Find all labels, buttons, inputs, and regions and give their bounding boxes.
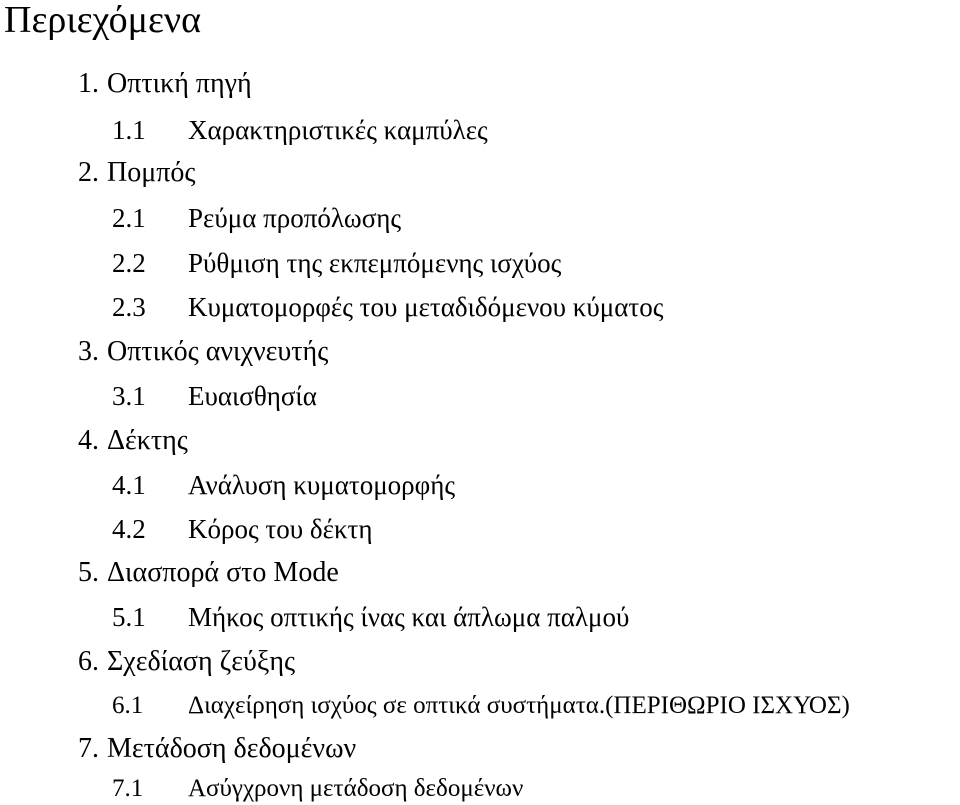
toc-entry (112, 114, 488, 146)
toc-entry (112, 247, 561, 279)
toc-entry-number: 5.1 (112, 602, 146, 632)
toc-entry-text: Δέκτης (107, 425, 188, 456)
toc-entry-number: 4.2 (112, 514, 146, 544)
toc-entry-text: Κόρος του δέκτη (188, 514, 373, 544)
toc-entry (112, 380, 317, 412)
toc-entry-number: 3. (78, 336, 99, 367)
toc-entry (112, 513, 373, 545)
toc-entry (112, 601, 629, 633)
toc-entry-number: 5. (78, 557, 99, 588)
toc-entry-text: Κυματομορφές του μεταδιδόμενου κύματος (188, 292, 664, 322)
toc-entry-text: Πομπός (107, 157, 196, 188)
toc-entry (78, 646, 295, 678)
toc-entry-text: Διασπορά στο Mode (107, 557, 339, 588)
toc-entry (78, 157, 195, 189)
toc-entry (78, 68, 252, 100)
toc-entry-number: 2.1 (112, 203, 146, 233)
toc-entry (78, 336, 328, 368)
toc-entry (78, 425, 188, 457)
toc-entry (112, 469, 455, 501)
toc-entry-text: Μετάδοση δεδομένων (107, 733, 357, 764)
toc-entry-text: Χαρακτηριστικές καμπύλες (188, 115, 488, 145)
toc-entry-number: 4.1 (112, 470, 146, 500)
toc-entry (112, 291, 663, 323)
toc-entry (78, 557, 339, 589)
toc-entry-number: 2. (78, 157, 99, 188)
toc-entry-text: Σχεδίαση ζεύξης (107, 646, 296, 677)
toc-entry-number: 1.1 (112, 115, 146, 145)
page-title: Περιεχόμενα (4, 0, 201, 41)
toc-entry-text: Οπτική πηγή (107, 68, 252, 99)
toc-entry (112, 690, 850, 722)
toc-entry-text: Ρεύμα προπόλωσης (188, 203, 402, 233)
toc-entry-number: 2.3 (112, 292, 146, 322)
toc-entry-number: 3.1 (112, 381, 146, 411)
toc-entry-text: Ανάλυση κυματομορφής (188, 470, 456, 500)
toc-entry-number: 1. (78, 68, 99, 99)
toc-entry-number: 6.1 (112, 692, 144, 719)
toc-entry (112, 773, 523, 805)
toc-entry (112, 202, 401, 234)
toc-entry-number: 6. (78, 646, 99, 677)
toc-entry-text: Οπτικός ανιχνευτής (107, 336, 329, 367)
toc-entry-number: 4. (78, 425, 99, 456)
toc-entry-text: Μήκος οπτικής ίνας και άπλωμα παλμού (188, 602, 630, 632)
toc-entry-text: Ασύγχρονη μετάδοση δεδομένων (188, 775, 524, 802)
toc-entry-number: 2.2 (112, 248, 146, 278)
toc-entry-number: 7. (78, 733, 99, 764)
toc-entry-text: Διαχείρηση ισχύος σε οπτικά συστήματα.(ΠΕΡΙΘΩΡΙΟ ΙΣΧΥΟΣ) (188, 692, 850, 719)
toc-entry-number: 7.1 (112, 775, 144, 802)
toc-entry-text: Ευαισθησία (188, 381, 317, 411)
toc-entry-text: Ρύθμιση της εκπεμπόμενης ισχύος (188, 248, 562, 278)
toc-entry (78, 733, 356, 765)
